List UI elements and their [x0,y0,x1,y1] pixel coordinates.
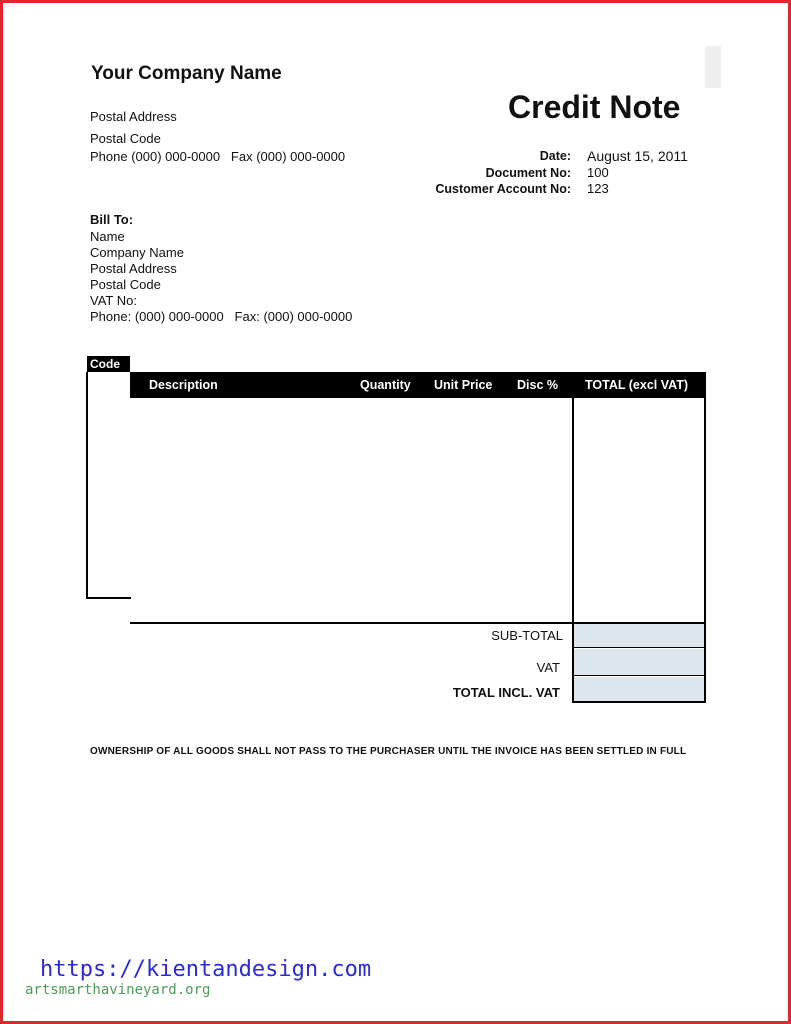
bill-to-line: Postal Address [90,261,177,276]
subtotal-label: SUB-TOTAL [491,628,563,643]
bill-to-line: Name [90,229,125,244]
bill-to-line: Company Name [90,245,184,260]
vat-value-cell[interactable] [574,649,704,675]
document-no-value: 100 [587,165,609,180]
table-header [130,372,706,398]
bill-to-line: VAT No: [90,293,137,308]
company-postal-address: Postal Address [90,109,177,124]
watermark-overlay-text: artsmarthavineyard.org [25,982,211,998]
subtotal-value-cell[interactable] [574,624,704,647]
ownership-notice: OWNERSHIP OF ALL GOODS SHALL NOT PASS TO THE PURCHASER UNTIL THE INVOICE HAS BEEN SETTLED IN FULL [90,746,687,757]
code-column-bottom-border [86,597,131,599]
column-header-unit-price: Unit Price [434,378,493,392]
bill-to-title: Bill To: [90,212,134,227]
code-column-header: Code [87,356,130,372]
watermark-url[interactable]: https://kientandesign.com [40,957,372,982]
date-value: August 15, 2011 [587,148,688,164]
document-title: Credit Note [508,89,681,125]
vat-divider [572,675,706,676]
company-phone-fax: Phone (000) 000-0000 Fax (000) 000-0000 [90,149,346,164]
column-header-description: Description [149,378,218,392]
column-header-quantity: Quantity [360,378,411,392]
vat-label: VAT [536,660,560,675]
bill-to-line: Phone: (000) 000-0000 Fax: (000) 000-0000 [90,309,353,324]
total-value-cell[interactable] [574,677,704,701]
totals-bottom-border [572,701,706,703]
company-postal-code: Postal Code [90,131,161,146]
date-label: Date: [539,149,571,163]
column-header-disc: Disc % [517,378,558,392]
subtotal-divider [572,647,706,648]
customer-account-value: 123 [587,181,609,196]
bill-to-line: Postal Code [90,277,161,292]
total-column-right-border [704,398,706,703]
company-name: Your Company Name [91,63,282,84]
total-incl-vat-label: TOTAL INCL. VAT [452,685,560,700]
column-header-total-excl-vat: TOTAL (excl VAT) [585,378,689,392]
page-tab-marker [705,46,721,88]
code-column-left-border [86,372,88,599]
customer-account-label: Customer Account No: [435,182,571,196]
document-no-label: Document No: [485,166,571,180]
